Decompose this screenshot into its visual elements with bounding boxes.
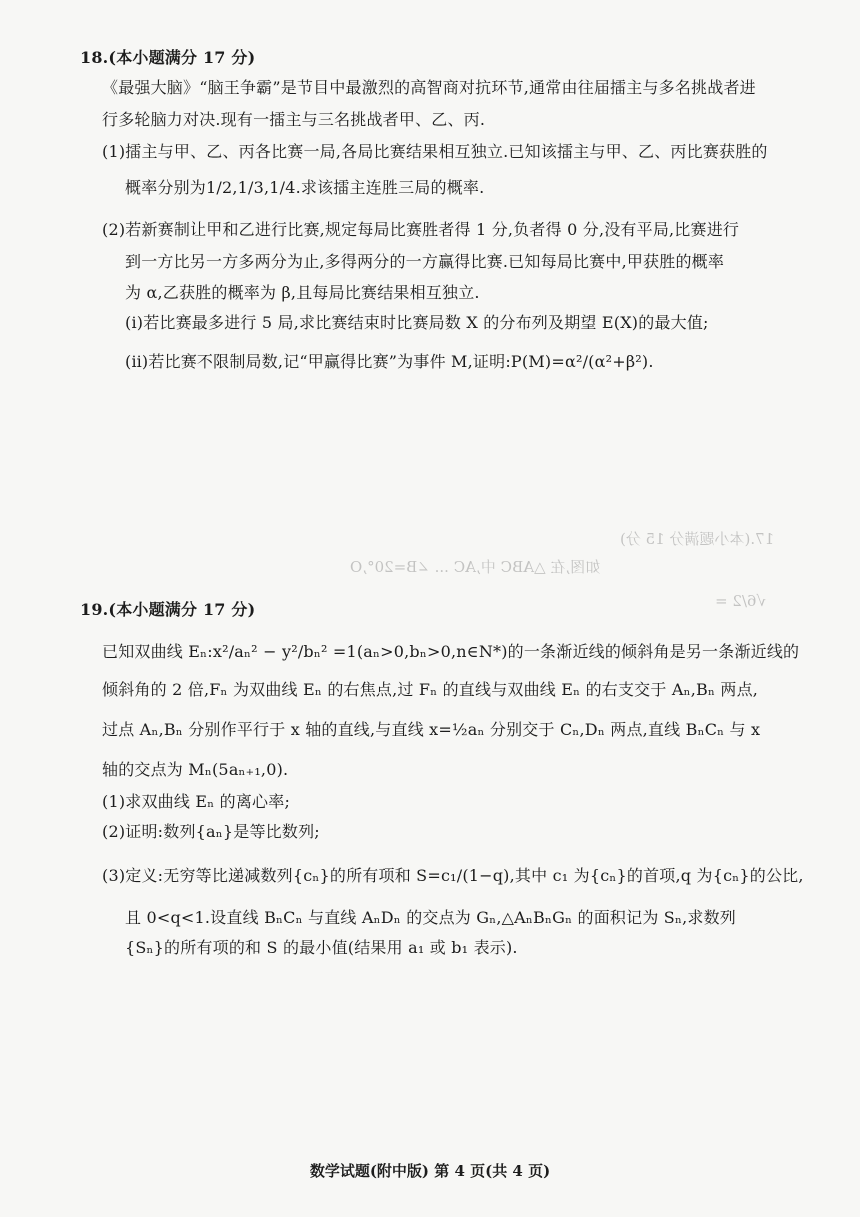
bleed-through-line-2: 如图,在 △ABC 中,AC ... ∠B=20°,O [350,558,601,576]
bleed-through-line-1: 17.(本小题满分 15 分) [620,530,775,548]
q18-part2-line-3: 为 α,乙获胜的概率为 β,且每局比赛结果相互独立. [125,283,480,302]
q19-part3-line-2: 且 0<q<1.设直线 BₙCₙ 与直线 AₙDₙ 的交点为 Gₙ,△AₙBₙGₙ 的面积记为 Sₙ,求数列 [125,908,736,927]
q19-part3-line-3: {Sₙ}的所有项的和 S 的最小值(结果用 a₁ 或 b₁ 表示). [125,938,518,957]
q18-heading: 18.(本小题满分 17 分) [80,48,256,67]
q19-line-3: 过点 Aₙ,Bₙ 分别作平行于 x 轴的直线,与直线 x=½aₙ 分别交于 Cₙ,Dₙ 两点,直线 BₙCₙ 与 x [102,720,761,739]
q19-part2: (2)证明:数列{aₙ}是等比数列; [102,822,320,841]
q18-part1-line-1: (1)擂主与甲、乙、丙各比赛一局,各局比赛结果相互独立.已知该擂主与甲、乙、丙比赛获胜的 [102,142,768,161]
q18-part2-sub-ii: (ⅱ)若比赛不限制局数,记“甲赢得比赛”为事件 M,证明:P(M)=α²/(α²+β²). [125,352,654,371]
q18-part1-line-2: 概率分别为1/2,1/3,1/4.求该擂主连胜三局的概率. [125,178,485,197]
q18-intro-line-2: 行多轮脑力对决.现有一擂主与三名挑战者甲、乙、丙. [102,110,486,129]
q19-part1: (1)求双曲线 Eₙ 的离心率; [102,792,291,811]
q18-intro-line-1: 《最强大脑》“脑王争霸”是节目中最激烈的高智商对抗环节,通常由往届擂主与多名挑战者进 [102,78,756,97]
q19-line-1: 已知双曲线 Eₙ:x²/aₙ² − y²/bₙ² =1(aₙ>0,bₙ>0,n∈N*)的一条渐近线的倾斜角是另一条渐近线的 [102,642,800,661]
q19-heading: 19.(本小题满分 17 分) [80,600,256,619]
q19-line-4: 轴的交点为 Mₙ(5aₙ₊₁,0). [102,760,289,779]
q19-part3-line-1: (3)定义:无穷等比递减数列{cₙ}的所有项和 S=c₁/(1−q),其中 c₁ 为{cₙ}的首项,q 为{cₙ}的公比, [102,866,804,885]
q19-line-2: 倾斜角的 2 倍,Fₙ 为双曲线 Eₙ 的右焦点,过 Fₙ 的直线与双曲线 Eₙ 的右支交于 Aₙ,Bₙ 两点, [102,680,759,699]
q18-part2-line-2: 到一方比另一方多两分为止,多得两分的一方赢得比赛.已知每局比赛中,甲获胜的概率 [125,252,725,271]
page-footer: 数学试题(附中版) 第 4 页(共 4 页) [309,1162,551,1180]
q18-part2-sub-i: (ⅰ)若比赛最多进行 5 局,求比赛结束时比赛局数 X 的分布列及期望 E(X)的最大值; [125,313,709,332]
bleed-through-line-3: √6/2 = [715,592,767,610]
q18-part2-line-1: (2)若新赛制让甲和乙进行比赛,规定每局比赛胜者得 1 分,负者得 0 分,没有平局,比赛进行 [102,220,740,239]
